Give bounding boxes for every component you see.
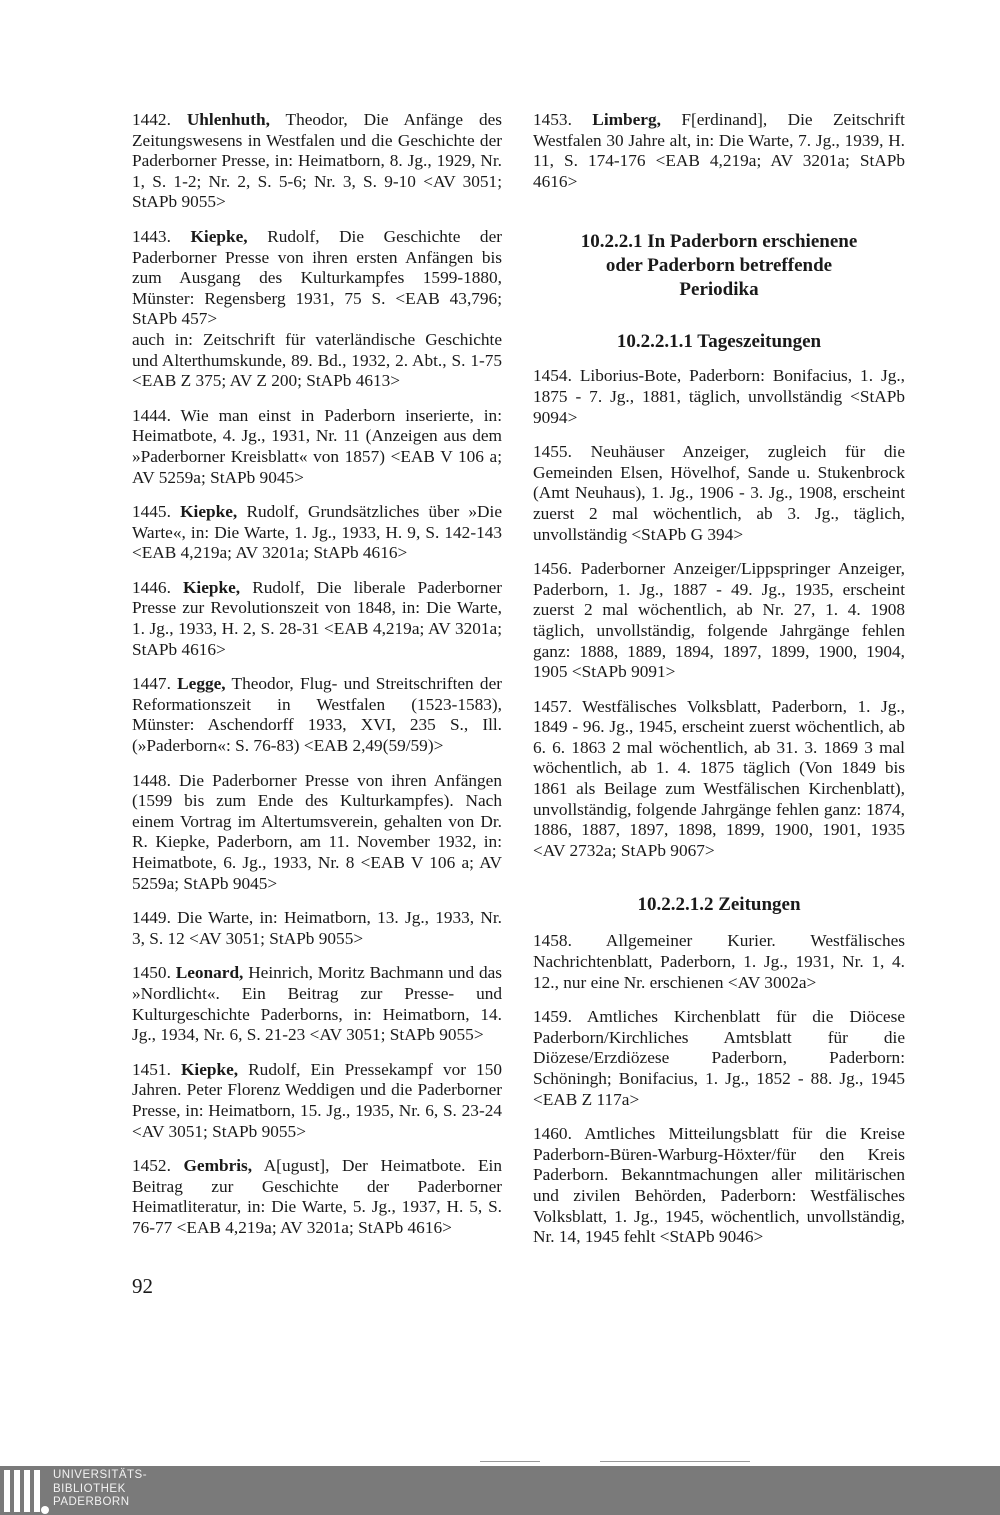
entry-1449 xyxy=(132,908,502,949)
entry-text: Theodor, Flug- und Streitschriften der Reformationszeit in Westfalen (1523-1583), Münster: Aschendorff 1933, XVI, 235 S., Ill. (»Paderborn«: S. 76-83) <EAB 2,49(59/59)> xyxy=(132,674,503,756)
entry-number: 1453. xyxy=(533,110,572,129)
scan-artifact-line xyxy=(600,1461,750,1462)
section-heading-line: Periodika xyxy=(679,279,759,301)
entry-text: Rudolf, Ein Pressekampf vor 150 Jahren. Peter Florenz Weddigen und die Paderborner Presse, in: Heimatborn, 15. Jg., 1935, Nr. 6, S. 23-24 <AV 3051; StAPb 9055> xyxy=(132,1059,502,1141)
entry-1457 xyxy=(533,697,905,862)
scan-artifact-line xyxy=(480,1461,540,1462)
entry-1456 xyxy=(533,559,905,683)
library-name xyxy=(53,1469,147,1510)
entry-author: Kiepke, xyxy=(182,577,241,597)
entry-1446 xyxy=(132,578,502,660)
entry-1451 xyxy=(132,1060,502,1142)
entry-number: 1444. xyxy=(132,405,171,425)
entry-text: Allgemeiner Kurier. Westfälisches Nachrichtenblatt, Paderborn, 1. Jg., 1931, Nr. 1, 4. 12., nur eine Nr. erschienen <AV 3002a> xyxy=(533,931,905,992)
entry-1450 xyxy=(132,963,502,1045)
entry-text: Neuhäuser Anzeiger, zugleich für die Gemeinden Elsen, Hövelhof, Sande u. Stukenbrock (Amt Neuhaus), 1. Jg., 1906 - 3. Jg., 1908, erscheint zuerst 2 mal wöchentlich, ab 3. Jg., täglich, unvollständig <StAPb G 394> xyxy=(533,442,905,544)
section-heading-zeitungen: 10.2.2.1.2 Zeitungen xyxy=(637,894,801,916)
entry-text: A[ugust], Der Heimatbote. Ein Beitrag zur Geschichte der Paderborner Heimatliteratur, in: Die Warte, 5. Jg., 1937, H. 5, S. 76-77 <EAB 4,219a; AV 3201a; StAPb 4616> xyxy=(132,1156,502,1237)
entry-text: Rudolf, Die liberale Paderborner Presse zur Revolutionszeit von 1848, in: Die Warte, 1. Jg., 1933, H. 2, S. 28-31 <EAB 4,219a; AV 3201a; StAPb 4616> xyxy=(132,577,503,659)
entry-1458 xyxy=(533,931,905,993)
section-heading-tageszeitungen: 10.2.2.1.1 Tageszeitungen xyxy=(616,331,822,353)
entry-1445 xyxy=(132,502,502,564)
entry-1448 xyxy=(132,771,502,895)
entry-text: Theodor, Die Anfänge des Zeitungswesens in Westfalen und die Geschichte der Paderborner Presse, in: Heimatborn, 8. Jg., 1929, Nr. 1, S. 1-2; Nr. 2, S. 5-6; Nr. 3, S. 9-10 <AV 3051; StAPb 9055> xyxy=(132,110,502,212)
entry-text: Paderborner Anzeiger/Lippspringer Anzeiger, Paderborn, 1. Jg., 1887 - 49. Jg., 1935, erscheint zuerst 2 mal wöchentlich, ab Nr. 27, 1. 4. 1908 täglich, unvollständig, folgende Jahrgänge fehlen ganz: 1888, 1889, 1894, 1897, 1899, 1900, 1904, 1905 <StAPb 9091> xyxy=(533,559,905,682)
entry-text: Wie man einst in Paderborn inserierte, in: Heimatbote, 4. Jg., 1931, Nr. 11 (Anzeigen aus dem »Paderborner Kreisblatt« von 1857) <EAB V 106 a; AV 5259a; StAPb 9045> xyxy=(132,405,502,487)
entry-author: Kiepke, xyxy=(190,226,248,246)
entry-author: Gembris, xyxy=(183,1156,253,1176)
entry-text: Liborius-Bote, Paderborn: Bonifacius, 1. Jg., 1875 - 7. Jg., 1881, täglich, unvollständig <StAPb 9094> xyxy=(533,366,905,427)
library-name-line: PADERBORN xyxy=(53,1496,130,1508)
entry-number: 1447. xyxy=(132,674,171,694)
section-heading-line: oder Paderborn betreffende xyxy=(605,255,833,277)
entry-1442 xyxy=(132,110,502,213)
entry-number: 1450. xyxy=(132,963,171,983)
entry-text: Westfälisches Volksblatt, Paderborn, 1. Jg., 1849 - 96. Jg., 1945, erscheint zuerst wöchentlich, ab 6. 6. 1863 2 mal wöchentlich, ab 31. 3. 1869 3 mal wöchentlich, ab 1. 4. 1875 täglich (Von 1849 bis 1861 als Beilage zum Westfälischen Kirchenblatt), unvollständig, folgende Jahrgänge fehlen ganz: 1874, 1886, 1887, 1897, 1898, 1899, 1900, 1901, 1935 <AV 2732a; StAPb 9067> xyxy=(533,696,905,860)
entry-author: Kiepke, xyxy=(180,1059,239,1079)
entry-number: 1449. xyxy=(132,908,171,928)
entry-1460 xyxy=(533,1124,905,1248)
entry-number: 1446. xyxy=(132,577,171,597)
entry-author: Limberg, xyxy=(592,110,661,129)
entry-number: 1460. xyxy=(533,1124,572,1144)
entry-1443 xyxy=(132,227,502,392)
entry-1444 xyxy=(132,406,502,488)
entry-number: 1457. xyxy=(533,696,572,716)
entry-text: Rudolf, Grundsätzliches über »Die Warte«, in: Die Warte, 1. Jg., 1933, H. 9, S. 142-143 <EAB 4,219a; AV 3201a; StAPb 4616> xyxy=(132,502,502,563)
entry-text: Amtliches Mitteilungsblatt für die Kreise Paderborn-Büren-Warburg-Höxter/für den Kreis Paderborn. Bekanntmachungen aller militärischen und zivilen Behörden, Paderborn: Westfälisches Volksblatt, 1. Jg., 1945, wöchentlich, unvollständig, Nr. 14, 1945 fehlt <StAPb 9046> xyxy=(533,1124,905,1247)
entry-text: Die Warte, in: Heimatborn, 13. Jg., 1933, Nr. 3, S. 12 <AV 3051; StAPb 9055> xyxy=(132,908,502,948)
entry-author: Kiepke, xyxy=(180,502,238,522)
entry-text: Die Paderborner Presse von ihren Anfängen (1599 bis zum Ende des Kulturkampfes). Nach einem Vortrag im Altertumsverein, gehalten von Dr. R. Kiepke, Paderborn, am 11. November 1932, in: Heimatbote, 6. Jg., 1933, Nr. 8 <EAB V 106 a; AV 5259a; StAPb 9045> xyxy=(132,770,502,893)
entry-text: F[erdinand], Die Zeitschrift Westfalen 30 Jahre alt, in: Die Warte, 7. Jg., 1939, H. 11, S. 174-176 <EAB 4,219a; AV 3201a; StAPb 4616> xyxy=(533,110,905,191)
entry-text: Rudolf, Die Geschichte der Paderborner Presse von ihren ersten Anfängen bis zum Ausgang des Kulturkampfes 1599-1880, Münster: Regensberg 1931, 75 S. <EAB 43,796; StAPb 457> xyxy=(132,226,503,329)
entry-author: Leonard, xyxy=(175,963,244,983)
entry-number: 1452. xyxy=(132,1156,171,1176)
entry-number: 1445. xyxy=(132,502,171,522)
entry-1455 xyxy=(533,442,905,545)
section-heading-periodika xyxy=(533,230,905,302)
entry-author: Legge, xyxy=(177,674,226,694)
entry-number: 1456. xyxy=(533,559,572,579)
library-footer-band xyxy=(0,1466,1000,1515)
entry-number: 1448. xyxy=(132,770,171,790)
entry-number: 1451. xyxy=(132,1059,171,1079)
right-column xyxy=(533,110,905,1262)
library-logo-icon xyxy=(4,1470,44,1512)
entry-number: 1454. xyxy=(533,366,572,386)
entry-number: 1442. xyxy=(132,110,171,129)
entry-1459 xyxy=(533,1007,905,1110)
section-heading-line: 10.2.2.1 In Paderborn erschienene xyxy=(580,231,858,253)
entry-text: Heinrich, Moritz Bachmann und das »Nordlicht«. Ein Beitrag zur Presse- und Kulturgeschichte Paderborns, in: Heimatborn, 14. Jg., 1934, Nr. 6, S. 21-23 <AV 3051; StAPb 9055> xyxy=(132,963,502,1045)
entry-1454 xyxy=(533,366,905,428)
entry-extra-text: auch in: Zeitschrift für vaterländische Geschichte und Alterthumskunde, 89. Bd., 1932, 2. Abt., S. 1-75 <EAB Z 375; AV Z 200; StAPb 4613> xyxy=(132,329,502,391)
entry-text: Amtliches Kirchenblatt für die Diöcese Paderborn/Kirchliches Amtsblatt für die Diözese/Erzdiözese Paderborn, Paderborn: Schöningh; Bonifacius, 1. Jg., 1852 - 88. Jg., 1945 <EAB Z 117a> xyxy=(533,1007,905,1109)
entry-number: 1459. xyxy=(533,1007,572,1027)
page-number: 92 xyxy=(132,1274,153,1298)
entry-1453 xyxy=(533,110,905,192)
entry-number: 1443. xyxy=(132,226,171,246)
left-column xyxy=(132,110,502,1253)
entry-1447 xyxy=(132,674,502,756)
entry-1452 xyxy=(132,1156,502,1238)
library-name-line: UNIVERSITÄTS- xyxy=(53,1469,148,1481)
library-name-line: BIBLIOTHEK xyxy=(53,1482,126,1495)
entry-number: 1458. xyxy=(533,931,572,951)
entry-author: Uhlenhuth, xyxy=(186,110,270,129)
entry-number: 1455. xyxy=(533,442,572,462)
